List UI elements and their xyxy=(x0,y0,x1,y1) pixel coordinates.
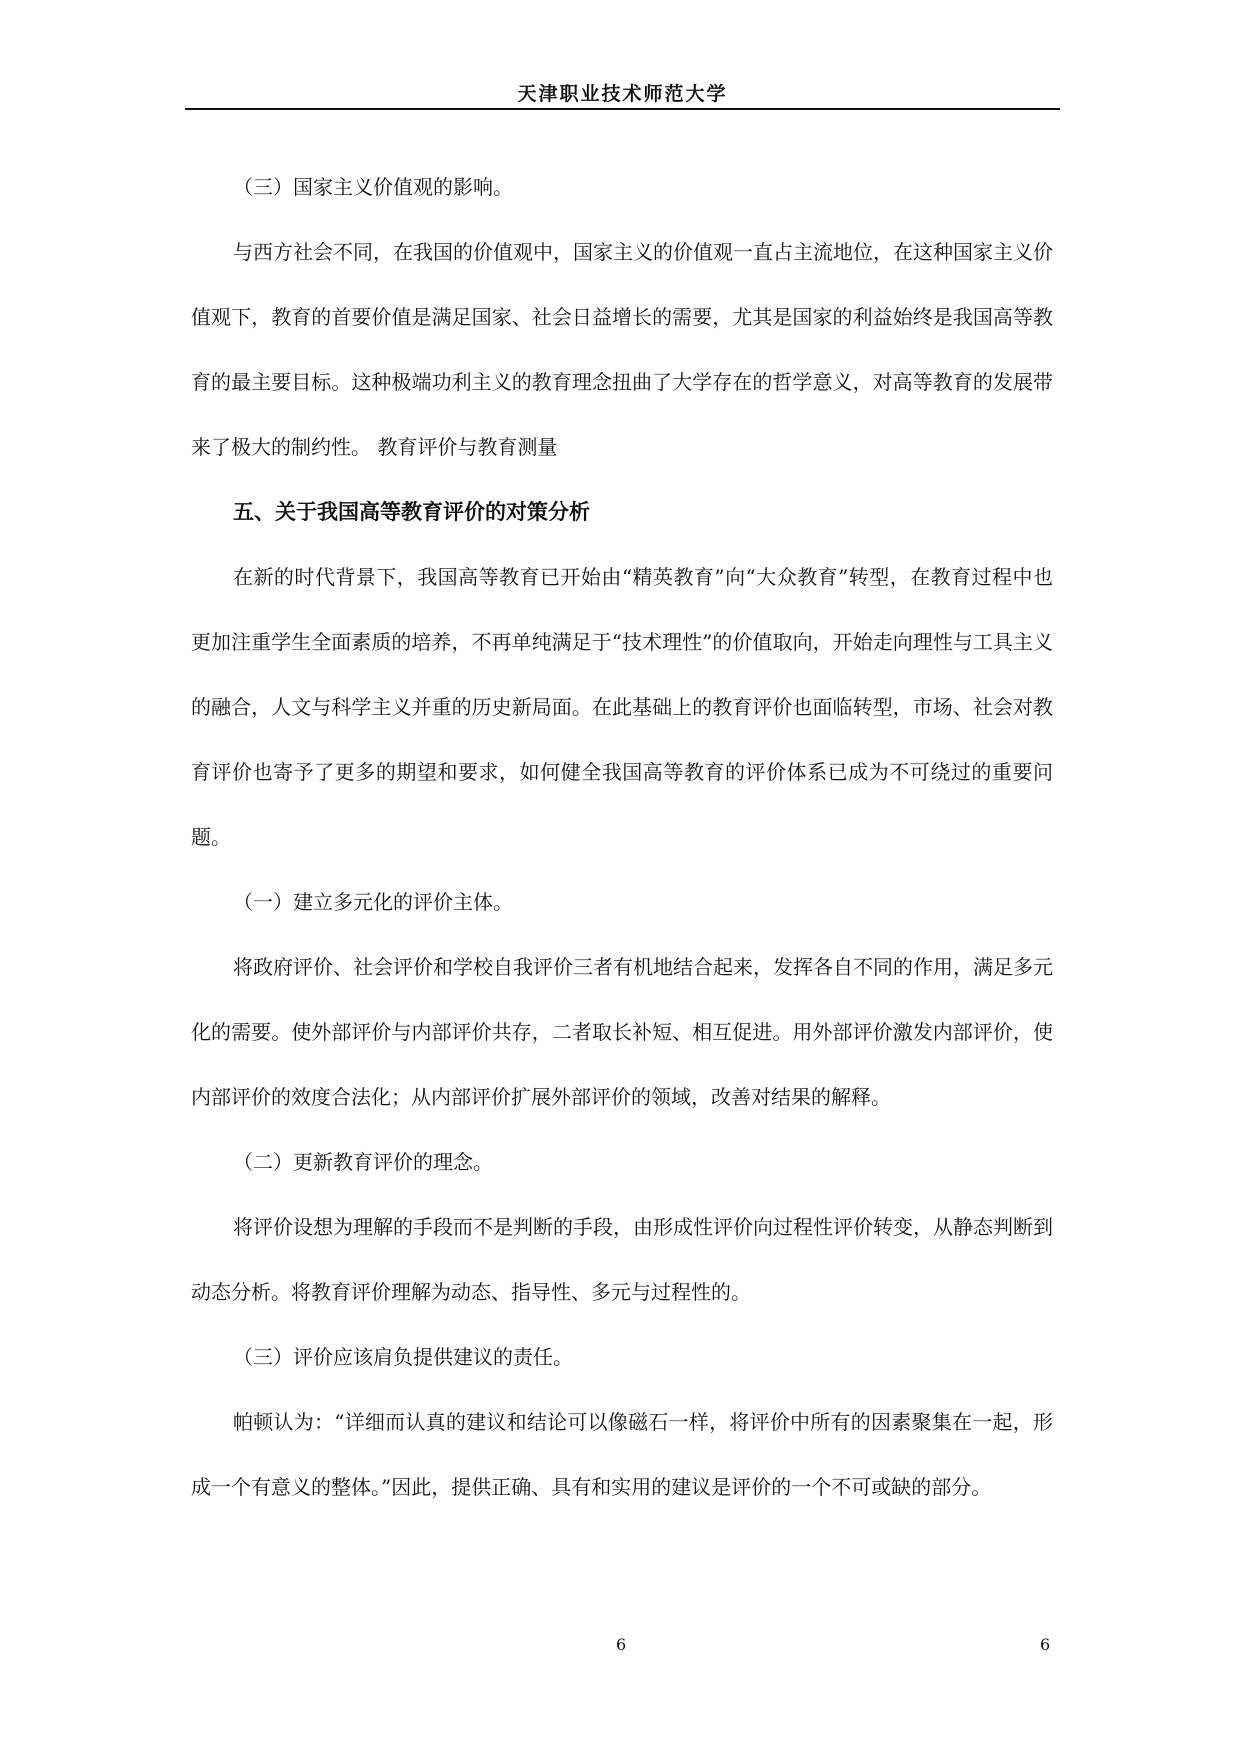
section-heading-countermeasures: 五、关于我国高等教育评价的对策分析 xyxy=(233,500,590,524)
subsection-heading-update-concepts: （二）更新教育评价的理念。 xyxy=(233,1150,493,1174)
document-body xyxy=(191,155,1053,1520)
page-number-right: 6 xyxy=(1040,1635,1051,1654)
paragraph-national-values: 与西方社会不同，在我国的价值观中，国家主义的价值观一直占主流地位，在这种国家主义价值观下，教育的首要价值是满足国家、社会日益增长的需要，尤其是国家的利益始终是我国高等教育的最主要目标。这种极端功利主义的教育理念扭曲了大学存在的哲学意义，对高等教育的发展带来了极大的制约性。 教育评价与教育测量 xyxy=(191,240,1053,459)
subsection-heading-diverse-subjects: （一）建立多元化的评价主体。 xyxy=(233,890,513,914)
header-divider xyxy=(185,108,1060,110)
paragraph-update-concepts: 将评价设想为理解的手段而不是判断的手段，由形成性评价向过程性评价转变，从静态判断到动态分析。将教育评价理解为动态、指导性、多元与过程性的。 xyxy=(191,1215,1053,1304)
paragraph-recommendations: 帕顿认为：“详细而认真的建议和结论可以像磁石一样，将评价中所有的因素聚集在一起，形成一个有意义的整体。”因此，提供正确、具有和实用的建议是评价的一个不可或缺的部分。 xyxy=(191,1410,1053,1499)
paragraph-diverse-subjects: 将政府评价、社会评价和学校自我评价三者有机地结合起来，发挥各自不同的作用，满足多元化的需要。使外部评价与内部评价共存，二者取长补短、相互促进。用外部评价激发内部评价，使内部评价的效度合法化；从内部评价扩展外部评价的领域，改善对结果的解释。 xyxy=(191,955,1053,1109)
subsection-heading-recommendations: （三）评价应该肩负提供建议的责任。 xyxy=(233,1345,573,1369)
page-header-title: 天津职业技术师范大学 xyxy=(517,83,728,105)
paragraph-new-era-background: 在新的时代背景下，我国高等教育已开始由“精英教育”向“大众教育”转型，在教育过程中也更加注重学生全面素质的培养，不再单纯满足于“技术理性”的价值取向，开始走向理性与工具主义的融合，人文与科学主义并重的历史新局面。在此基础上的教育评价也面临转型，市场、社会对教育评价也寄予了更多的期望和要求，如何健全我国高等教育的评价体系已成为不可绕过的重要问题。 xyxy=(191,565,1053,849)
subsection-heading-national-values: （三）国家主义价值观的影响。 xyxy=(233,175,513,199)
page-number-center: 6 xyxy=(616,1635,627,1654)
